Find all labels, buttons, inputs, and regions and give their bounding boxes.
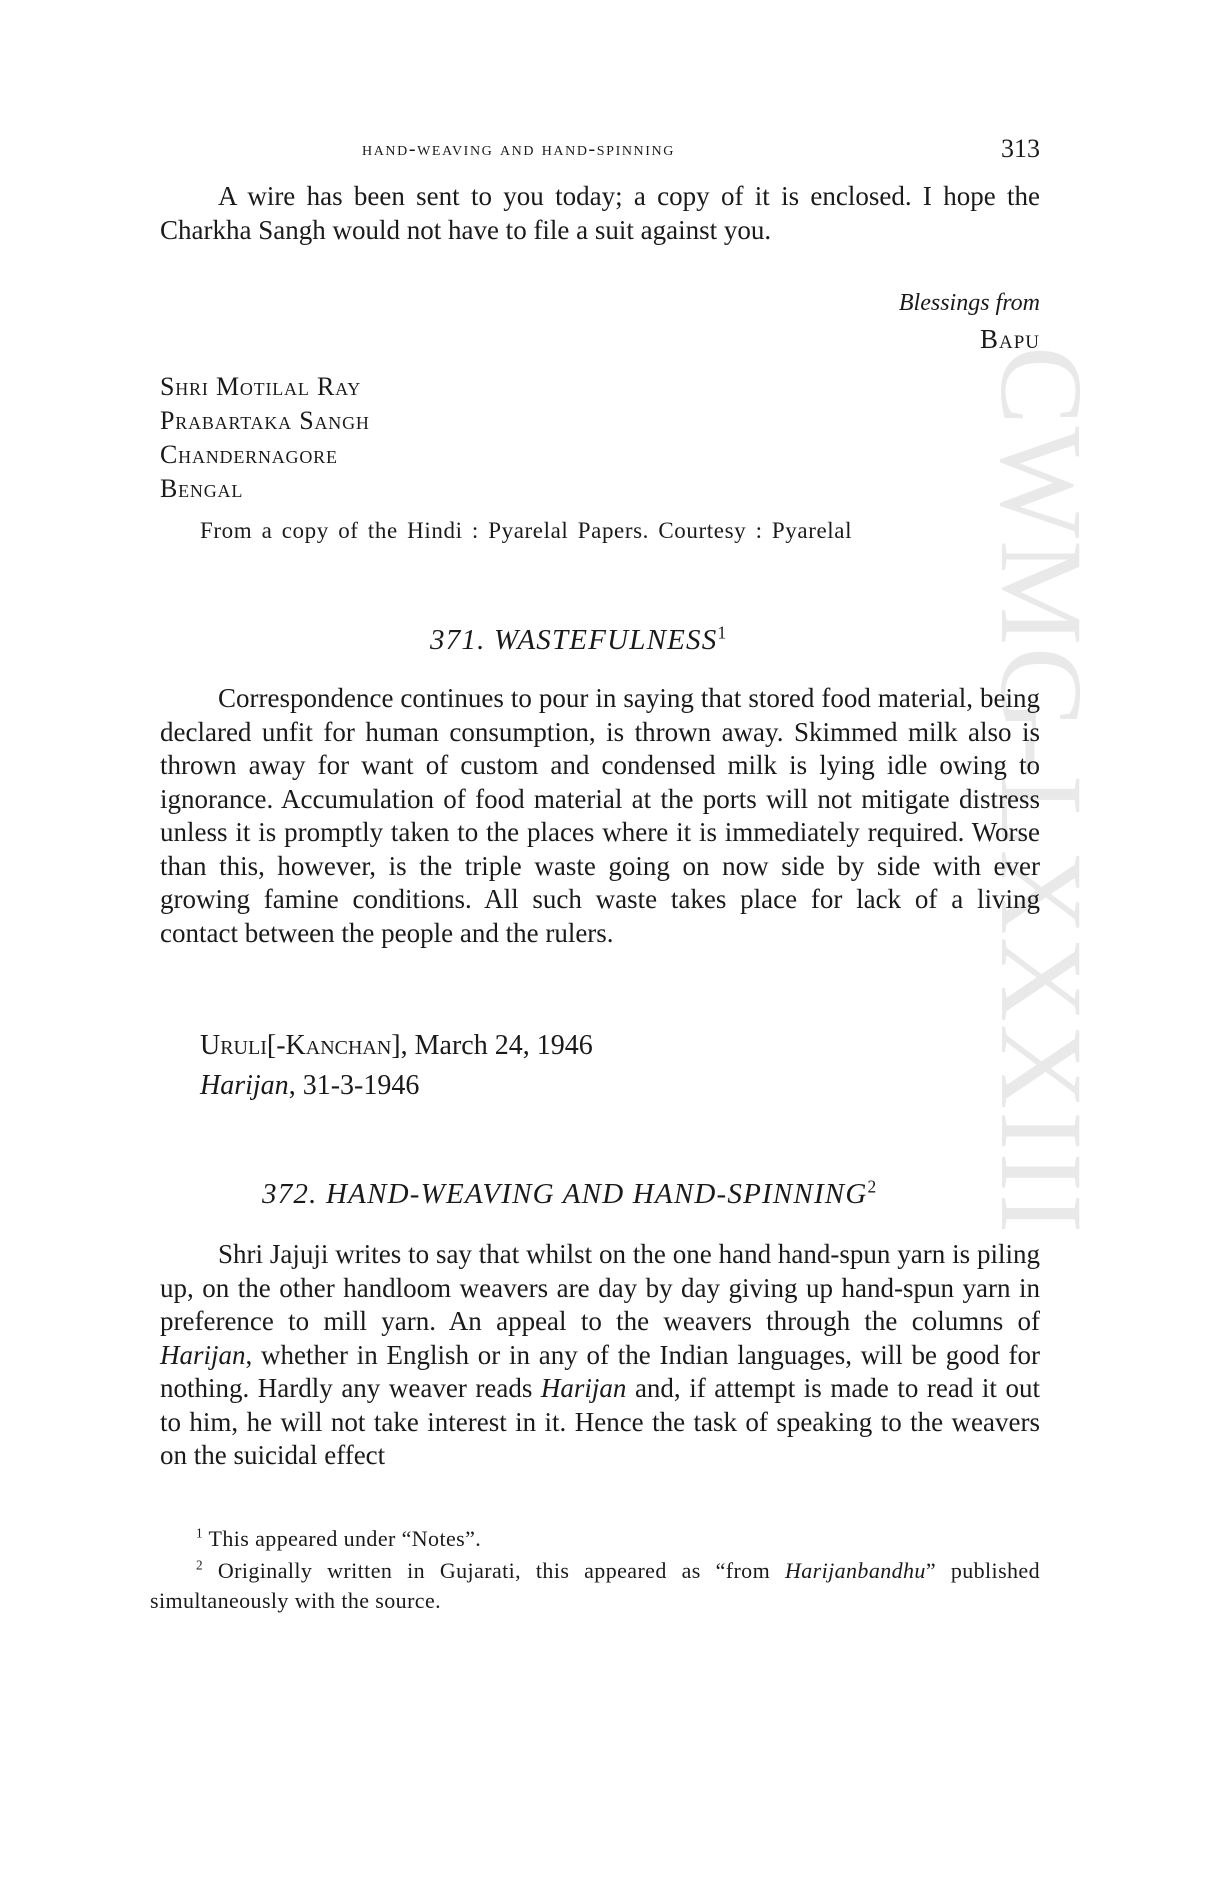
letter-paragraph bbox=[160, 180, 1040, 247]
address-line: Bengal bbox=[160, 474, 244, 503]
text-run: , whether in English or in any of the Indian languages, will be good for nothing. Hardly any weaver reads bbox=[160, 1339, 1040, 1403]
section-372-body bbox=[160, 1238, 1040, 1473]
address-line: Chandernagore bbox=[160, 440, 338, 469]
footnote-text-italic: Harijanbandhu bbox=[784, 1558, 926, 1583]
letter-text: A wire has been sent to you today; a copy of it is enclosed. I hope the Charkha Sangh would not have to file a suit against you. bbox=[160, 181, 1040, 245]
publication-date: , 31-3-1946 bbox=[288, 1070, 420, 1101]
footnote-2 bbox=[150, 1556, 1040, 1616]
text-run-italic: Harijan bbox=[160, 1339, 246, 1370]
footnote-mark: 2 bbox=[196, 1557, 203, 1573]
page-number: 313 bbox=[1001, 134, 1040, 163]
section-371-heading bbox=[430, 624, 727, 657]
watermark-text: CWMG-LXXXIII bbox=[976, 346, 1107, 1236]
section-number: 371. bbox=[430, 624, 486, 656]
footnote-text: ” published simultaneously with the source. bbox=[150, 1558, 1040, 1613]
section-372-paragraph bbox=[160, 1238, 1040, 1473]
letter-signature: Bapu bbox=[979, 324, 1040, 354]
footnote-ref: 2 bbox=[867, 1176, 878, 1197]
section-371-body bbox=[160, 682, 1040, 950]
footnote-text: This appeared under “Notes”. bbox=[208, 1526, 482, 1551]
publication-name: Harijan bbox=[200, 1070, 289, 1101]
text-run-italic: Harijan bbox=[540, 1373, 627, 1403]
section-371-paragraph: Correspondence continues to pour in saying that stored food material, being declared unfit for human consumption, is thrown away. Skimmed milk also is thrown away for want of custom and condensed milk is lying idle owing to ignorance. Accumulation of food material at the ports will not mitigate distress unless it is promptly taken to the places where it is immediately required. Worse than this, however, is the triple waste going on now side by side with ever growing famine conditions. All such waste takes place for lack of a living contact between the people and the rulers. bbox=[160, 683, 1040, 948]
section-title: HAND-WEAVING AND HAND-SPINNING bbox=[326, 1178, 868, 1210]
source-note: From a copy of the Hindi : Pyarelal Papers. Courtesy : Pyarelal bbox=[200, 518, 853, 543]
section-372-heading bbox=[262, 1178, 877, 1211]
section-371-dateline bbox=[200, 1030, 593, 1062]
footnote-ref: 1 bbox=[717, 622, 728, 643]
letter-closing: Blessings from bbox=[898, 290, 1040, 316]
footnote-text: Originally written in Gujarati, this appeared as “from bbox=[217, 1558, 785, 1583]
running-head-title: hand-weaving and hand-spinning bbox=[362, 138, 675, 160]
place: Uruli[-Kanchan] bbox=[200, 1030, 401, 1061]
section-title: WASTEFULNESS bbox=[494, 624, 718, 656]
section-371-source bbox=[200, 1070, 419, 1102]
address-line: Shri Motilal Ray bbox=[160, 372, 362, 401]
text-run: and, if attempt is made to read it out to him, he will not take interest in it. Hence the task of speaking to the weavers on the suicidal effect bbox=[160, 1373, 1040, 1470]
footnote-mark: 1 bbox=[196, 1525, 203, 1541]
footnote-1 bbox=[196, 1526, 481, 1552]
address-line: Prabartaka Sangh bbox=[160, 406, 370, 435]
date: , March 24, 1946 bbox=[400, 1030, 593, 1061]
section-number: 372. bbox=[262, 1178, 318, 1210]
running-head bbox=[160, 134, 1040, 168]
text-run: Shri Jajuji writes to say that whilst on the one hand hand-spun yarn is piling up, on the other handloom weavers are day by day giving up hand-spun yarn in preference to mill yarn. An appeal to the weavers through the columns of bbox=[160, 1239, 1040, 1336]
address-block bbox=[160, 370, 370, 506]
